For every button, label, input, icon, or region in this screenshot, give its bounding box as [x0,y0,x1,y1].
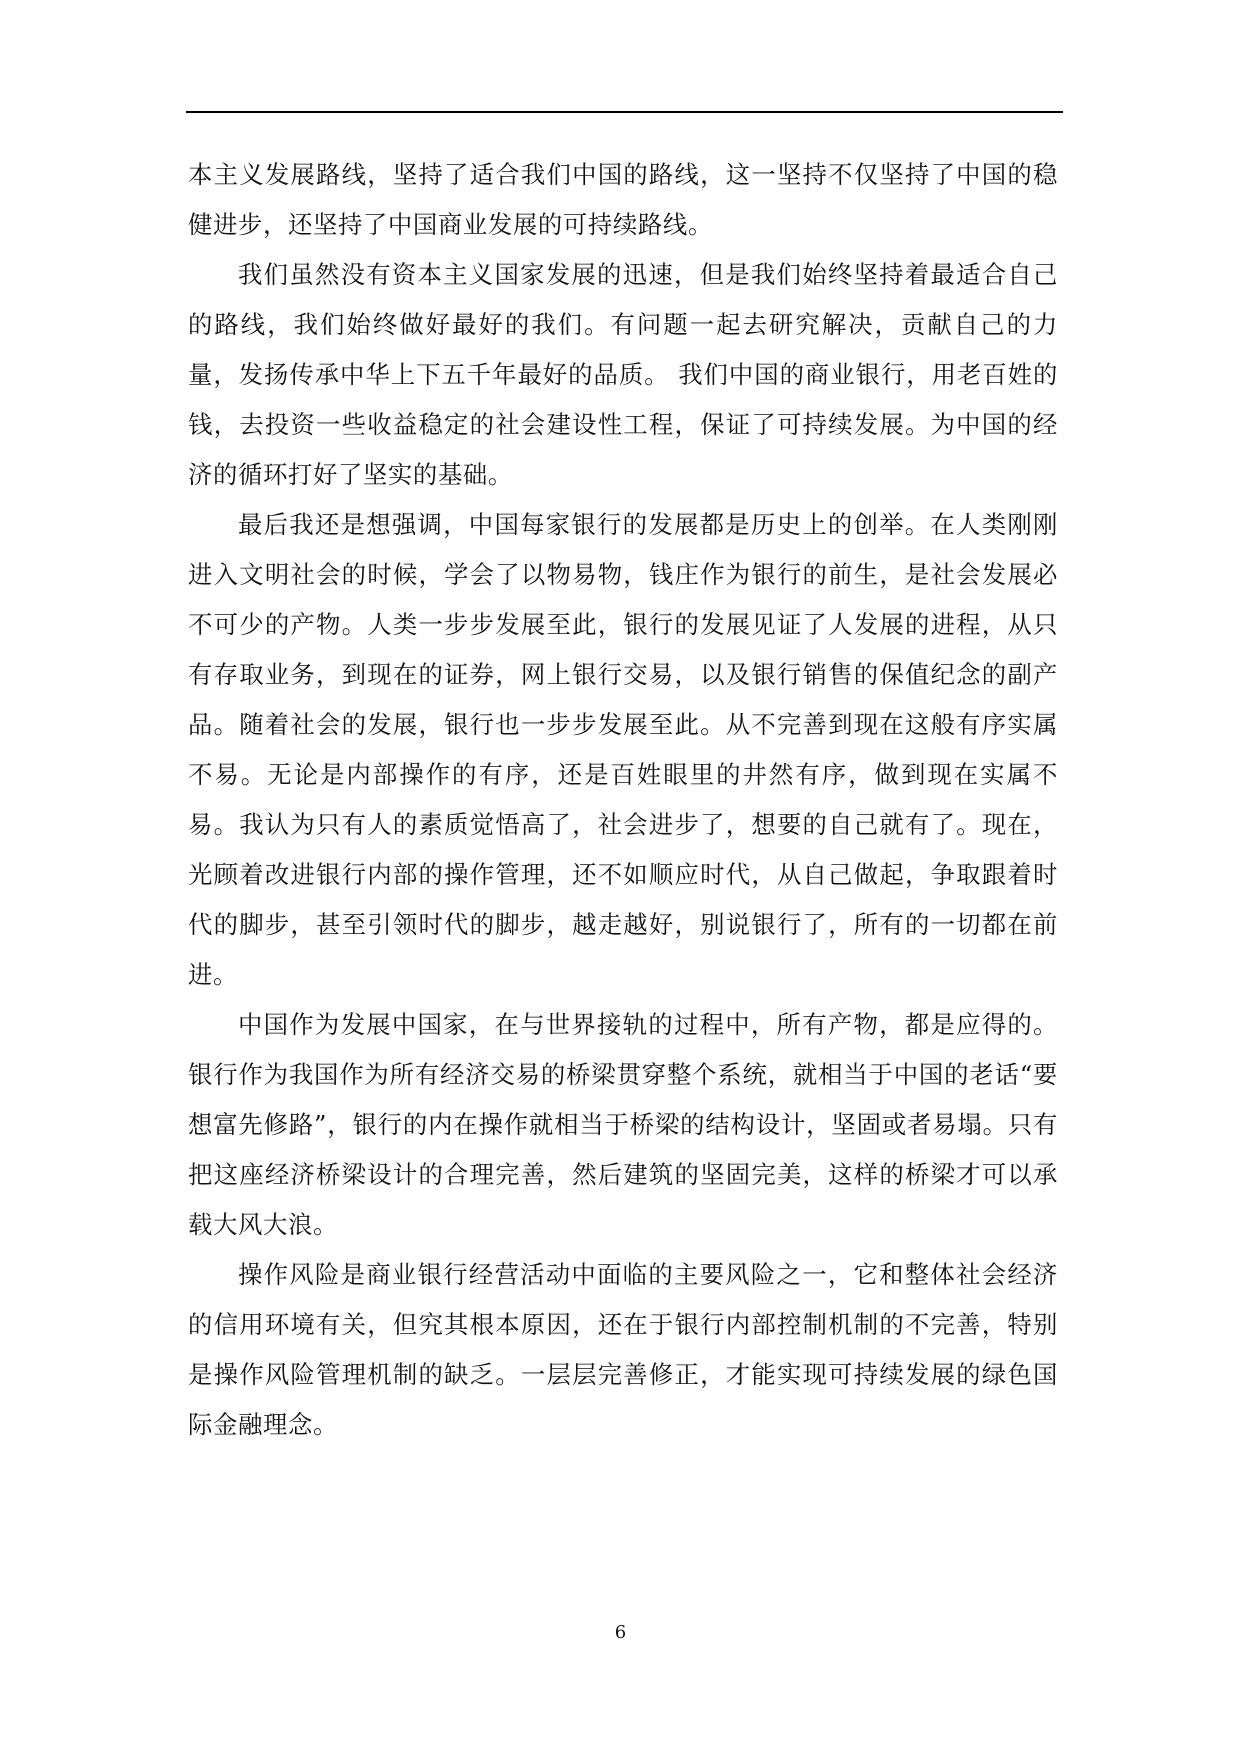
header-rule [186,111,1063,113]
paragraph: 我们虽然没有资本主义国家发展的迅速，但是我们始终坚持着最适合自己的路线，我们始终做好最好的我们。有问题一起去研究解决，贡献自己的力量，发扬传承中华上下五千年最好的品质。 我们中国的商业银行，用老百姓的钱，去投资一些收益稳定的社会建设性工程，保证了可持续发展。为中国的经济的循环打好了坚实的基础。 [188,260,1058,489]
paragraph-continued: 本主义发展路线，坚持了适合我们中国的路线，这一坚持不仅坚持了中国的稳健进步，还坚持了中国商业发展的可持续路线。 [188,160,1058,239]
paragraph: 操作风险是商业银行经营活动中面临的主要风险之一，它和整体社会经济的信用环境有关，但究其根本原因，还在于银行内部控制机制的不完善，特别是操作风险管理机制的缺乏。一层层完善修正，才能实现可持续发展的绿色国际金融理念。 [188,1260,1058,1439]
paragraph: 最后我还是想强调，中国每家银行的发展都是历史上的创举。在人类刚刚进入文明社会的时候，学会了以物易物，钱庄作为银行的前生，是社会发展必不可少的产物。人类一步步发展至此，银行的发展见证了人发展的进程，从只有存取业务，到现在的证券，网上银行交易，以及银行销售的保值纪念的副产品。随着社会的发展，银行也一步步发展至此。从不完善到现在这般有序实属不易。无论是内部操作的有序，还是百姓眼里的井然有序，做到现在实属不易。我认为只有人的素质觉悟高了，社会进步了，想要的自己就有了。现在，光顾着改进银行内部的操作管理，还不如顺应时代，从自己做起，争取跟着时代的脚步，甚至引领时代的脚步，越走越好，别说银行了，所有的一切都在前进。 [188,510,1058,989]
document-body [188,150,1058,1450]
paragraph: 中国作为发展中国家，在与世界接轨的过程中，所有产物，都是应得的。银行作为我国作为所有经济交易的桥梁贯穿整个系统，就相当于中国的老话“要想富先修路”，银行的内在操作就相当于桥梁的结构设计，坚固或者易塌。只有把这座经济桥梁设计的合理完善，然后建筑的坚固完美，这样的桥梁才可以承载大风大浪。 [188,1010,1058,1239]
page-number: 6 [614,1622,627,1643]
